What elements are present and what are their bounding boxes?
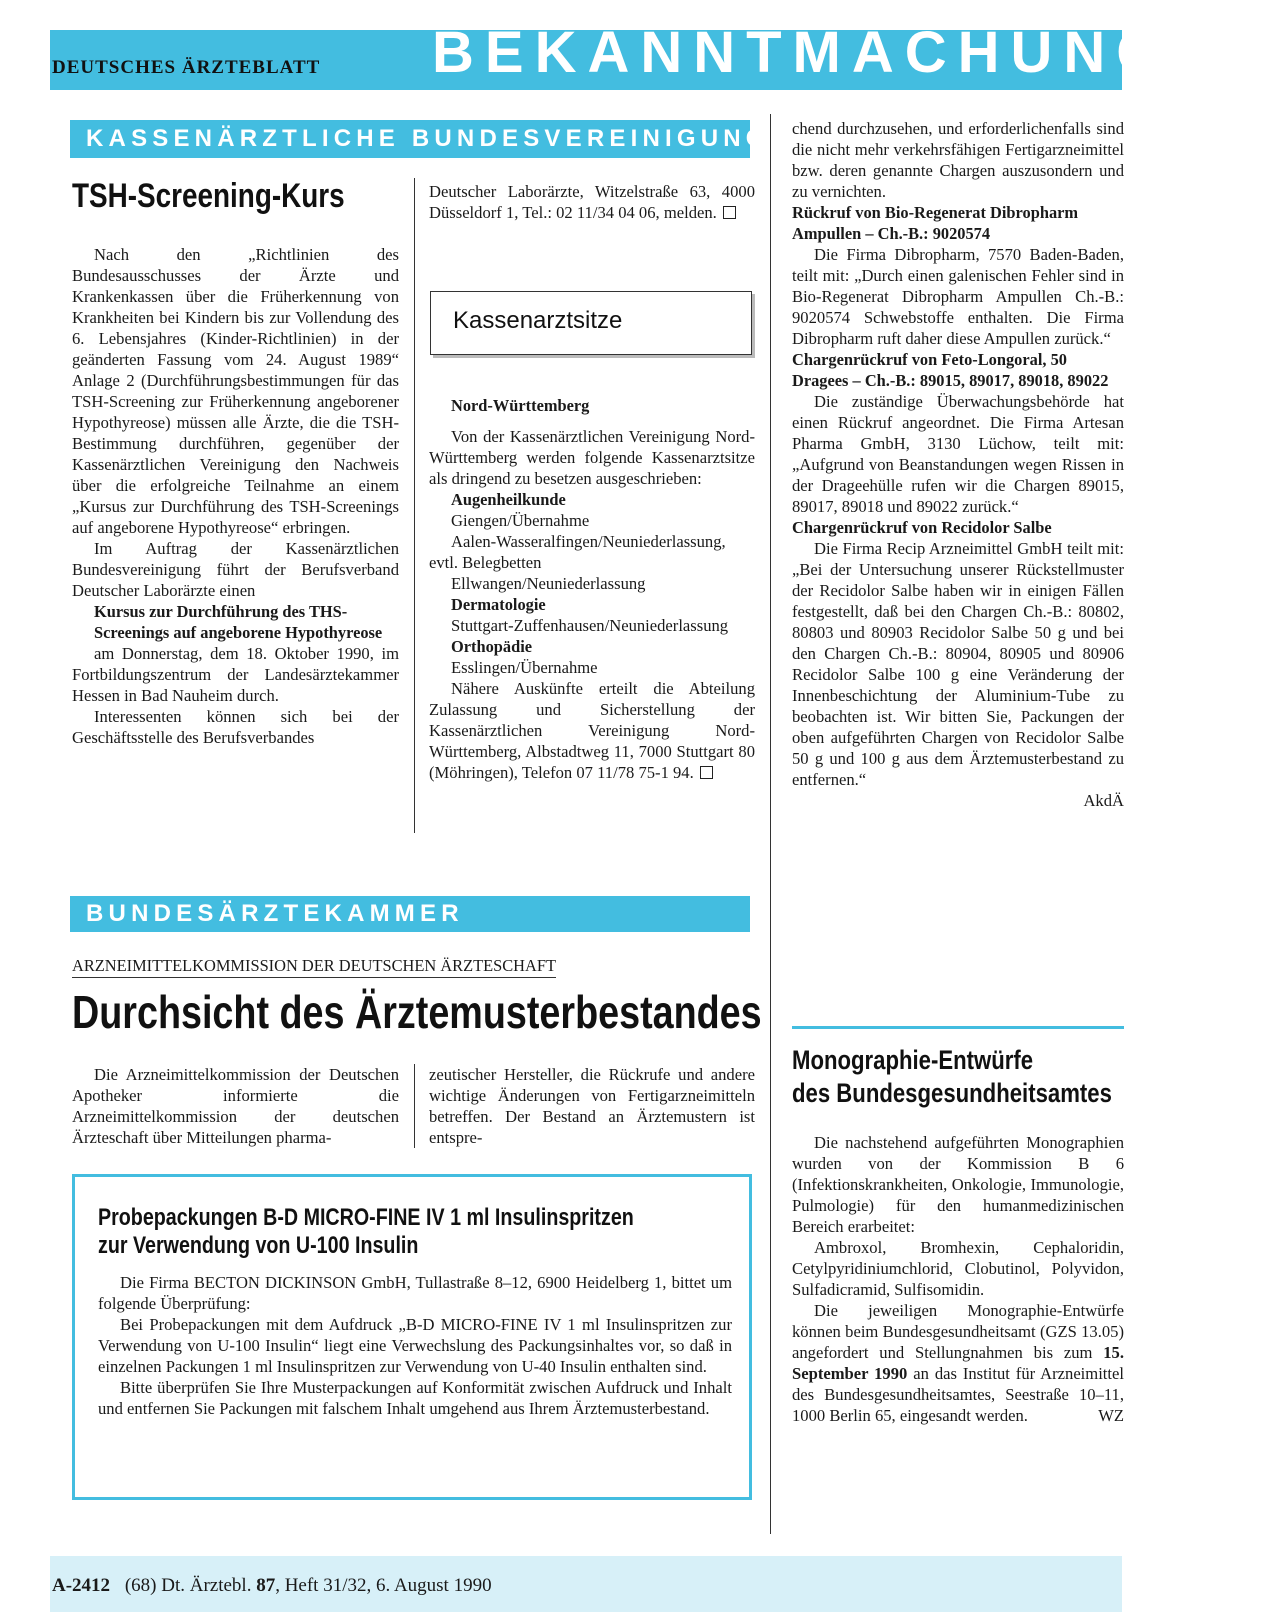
sitze-outro-text: Nähere Auskünfte erteilt die Abteilung Zulassung und Sicherstellung der Kassenärztlichen Vereinigung Nord-Württemberg, Albstadtweg 11, 7000 Stuttgart 80 (Möhringen), Telefon 07 11/78 75-1 94.	[429, 679, 755, 782]
tsh-column-1	[72, 244, 399, 748]
insulin-notice-title-1: Probepackungen B-D MICRO-FINE IV 1 ml Insulinspritzen	[98, 1204, 634, 1231]
list-item: Stuttgart-Zuffenhausen/Neuniederlassung	[451, 616, 729, 635]
kbv-band-title: KASSENÄRZTLICHE BUNDESVEREINIGUNG	[86, 125, 770, 152]
sitze-region: Nord-Württemberg	[451, 396, 590, 415]
tsh-paragraph-5	[429, 181, 755, 223]
list-item: Aalen-Wasseralfingen/Neuniederlassung, evtl. Belegbetten	[429, 532, 726, 572]
baek-title: Durchsicht des Ärztemusterbestandes	[72, 986, 762, 1038]
recall-2-heading: Chargenrückruf von Feto-Longoral, 50 Dragees – Ch.-B.: 89015, 89017, 89018, 89022	[792, 350, 1109, 390]
tsh-paragraph-3: am Donnerstag, dem 18. Oktober 1990, im Fortbildungszentrum der Landesärztekammer Hessen in Bad Nauheim durch.	[72, 644, 399, 705]
tsh-title: TSH-Screening-Kurs	[72, 177, 345, 215]
recall-1-body: Die Firma Dibropharm, 7570 Baden-Baden, teilt mit: „Durch einen galenischen Fehler sind in Bio-Regenerat Dibropharm Ampullen Ch.-B.: 9020574 Schwebstoffe enthalten. Die Firma Dibropharm ruft daher diese Ampullen zurück.“	[792, 245, 1124, 348]
group-dermatologie: Dermatologie	[451, 595, 546, 614]
group-orthopaedie: Orthopädie	[451, 637, 533, 656]
sitze-intro: Von der Kassenärztlichen Vereinigung Nord-Württemberg werden folgende Kassenarztsitze als dringend zu besetzen ausgeschrieben:	[429, 427, 755, 488]
tsh-column-2	[429, 181, 755, 223]
mono-substance-list: Ambroxol, Bromhexin, Cephaloridin, Cetylpyridiniumchlorid, Clobutinol, Polyvidon, Sulfadicramid, Sulfisomidin.	[792, 1238, 1124, 1299]
footer-citation	[52, 1574, 492, 1598]
footer-journal: (68) Dt. Ärztebl.	[124, 1575, 252, 1596]
section-divider	[792, 1026, 1124, 1029]
list-item: Ellwangen/Neuniederlassung	[451, 574, 646, 593]
footer-issue: , Heft 31/32, 6. August 1990	[275, 1575, 492, 1596]
baek-column-1	[72, 1064, 399, 1148]
insulin-notice-content	[98, 1204, 732, 1419]
tsh-paragraph-1: Nach den „Richtlinien des Bundesausschusses der Ärzte und Krankenkassen über die Früherkennung von Krankheiten bei Kindern bis zur Vollendung des 6. Lebensjahres (Kinder-Richtlinien) in der geänderten Fassung vom 24. August 1989“ Anlage 2 (Durchführungsbestimmungen für das TSH-Screening zur Früherkennung angeborener Hypothyreose) müssen alle Ärzte, die die TSH-Bestimmung durchführen, gegenüber der Kassenärztlichen Vereinigung den Nachweis über die erfolgreiche Teilnahme an einem „Kursus zur Durchführung des TSH-Screenings auf angeborene Hypothyreose“ erbringen.	[72, 245, 399, 537]
end-mark-icon	[700, 766, 713, 779]
mono-column	[792, 1044, 1124, 1426]
baek-paragraph-1: Die Arzneimittelkommission der Deutschen Apotheker informierte die Arzneimittelkommission der deutschen Ärzteschaft über Mitteilungen pharma-	[72, 1065, 399, 1147]
column-rule	[414, 178, 415, 833]
tsh-course-title: Kursus zur Durchführung des THS-Screenings auf angeborene Hypothyreose	[94, 602, 383, 642]
insulin-paragraph-2: Bei Probepackungen mit dem Aufdruck „B-D MICRO-FINE IV 1 ml Insulinspritzen zur Verwendung von U-100 Insulin“ liegt eine Verwechslung des Packungsinhaltes vor, so daß in einzelnen Packungen 1 ml Insulinspritzen zur Verwendung von U-40 Insulin enthalten sind.	[98, 1315, 732, 1376]
kassenarztsitze-box	[430, 291, 752, 355]
mono-paragraph-2-rest: an das Institut für Arzneimittel des Bundesgesundheitsamtes, Seestraße 10–11, 1000 Berlin 65, eingesandt werden.	[792, 1364, 1125, 1425]
publication-name: DEUTSCHES ÄRZTEBLATT	[52, 57, 321, 78]
section-title: BEKANNTMACHUNGEN	[432, 20, 1275, 85]
recall-2-body: Die zuständige Überwachungsbehörde hat einen Rückruf angeordnet. Die Firma Artesan Pharma GmbH, 3130 Lüchow, teilt mit: „Aufgrund von Beanstandungen wegen Rissen in der Drageehülle rufen wir die Chargen 89015, 89017, 89018 und 89022 zurück.“	[792, 392, 1124, 516]
mono-title-2: des Bundesgesundheitsamtes	[792, 1078, 1112, 1108]
sitze-column	[429, 395, 755, 783]
tsh-paragraph-4: Interessenten können sich bei der Geschäftsstelle des Berufsverbandes	[72, 707, 399, 747]
mono-paragraph-1: Die nachstehend aufgeführten Monographien wurden von der Kommission B 6 (Infektionskrankheiten, Onkologie, Immunologie, Pulmologie) für den humanmedizinischen Bereich erarbeitet:	[792, 1133, 1124, 1236]
kassenarztsitze-title: Kassenarztsitze	[453, 307, 623, 334]
recall-3-signature: AkdÄ	[1083, 791, 1124, 810]
insulin-paragraph-1: Die Firma BECTON DICKINSON GmbH, Tullastraße 8–12, 6900 Heidelberg 1, bittet um folgende Überprüfung:	[98, 1273, 732, 1313]
baek-column-2	[429, 1064, 755, 1148]
sitze-outro	[429, 678, 755, 783]
footer-volume: 87	[256, 1575, 276, 1596]
baek-kicker: ARZNEIMITTELKOMMISSION DER DEUTSCHEN ÄRZTESCHAFT	[72, 956, 556, 978]
list-item: Esslingen/Übernahme	[451, 658, 598, 677]
page-number: A-2412	[52, 1575, 111, 1596]
mono-title-1: Monographie-Entwürfe	[792, 1045, 1034, 1075]
baek-continuation: chend durchzusehen, und erforderlichenfalls sind die nicht mehr verkehrsfähigen Fertigarzneimittel bzw. deren genannte Chargen auszusondern und zu vernichten.	[792, 119, 1124, 201]
right-column-top	[792, 118, 1124, 811]
column-rule	[770, 114, 771, 1534]
end-mark-icon	[723, 206, 736, 219]
tsh-paragraph-2: Im Auftrag der Kassenärztlichen Bundesvereinigung führt der Berufsverband Deutscher Laborärzte einen	[72, 539, 399, 600]
mono-deadline: 15. September 1990	[792, 1343, 1124, 1383]
list-item: Giengen/Übernahme	[451, 511, 590, 530]
mono-signature: WZ	[1098, 1406, 1124, 1425]
column-rule	[414, 1064, 415, 1148]
baek-band-title: BUNDESÄRZTEKAMMER	[86, 900, 464, 927]
mono-paragraph-2-text: Die jeweiligen Monographie-Entwürfe können beim Bundesgesundheitsamt (GZS 13.05) angefordert und Stellungnahmen bis zum	[792, 1301, 1124, 1362]
recall-3-body: Die Firma Recip Arzneimittel GmbH teilt mit: „Bei der Untersuchung unserer Rückstellmuster der Recidolor Salbe haben wir in einigen Fällen festgestellt, daß bei den Chargen Ch.-B.: 80802, 80803 und 80903 Recidolor Salbe 50 g und bei den Chargen Ch.-B.: 80904, 80905 und 80906 Recidolor Salbe 100 g eine Veränderung der Innenbeschichtung der Aluminium-Tube zu beobachten ist. Wir bitten Sie, Packungen der oben aufgeführten Chargen von Recidolor Salbe 50 g und 100 g aus dem Ärztemusterbestand zu entfernen.“	[792, 539, 1124, 789]
recall-1-heading: Rückruf von Bio-Regenerat Dibropharm Ampullen – Ch.-B.: 9020574	[792, 203, 1079, 243]
insulin-notice-title-2: zur Verwendung von U-100 Insulin	[98, 1232, 419, 1259]
insulin-paragraph-3: Bitte überprüfen Sie Ihre Musterpackungen auf Konformität zwischen Aufdruck und Inhalt und entfernen Sie Packungen mit falschem Inhalt umgehend aus Ihrem Ärztemusterbestand.	[98, 1378, 732, 1418]
baek-paragraph-2: zeutischer Hersteller, die Rückrufe und andere wichtige Änderungen von Fertigarzneimitteln betreffen. Der Bestand an Ärztemustern ist entspre-	[429, 1065, 755, 1147]
group-augenheilkunde: Augenheilkunde	[451, 490, 566, 509]
recall-3-heading: Chargenrückruf von Recidolor Salbe	[792, 518, 1052, 537]
tsh-contact-text: Deutscher Laborärzte, Witzelstraße 63, 4000 Düsseldorf 1, Tel.: 02 11/34 04 06, melden.	[429, 182, 755, 222]
